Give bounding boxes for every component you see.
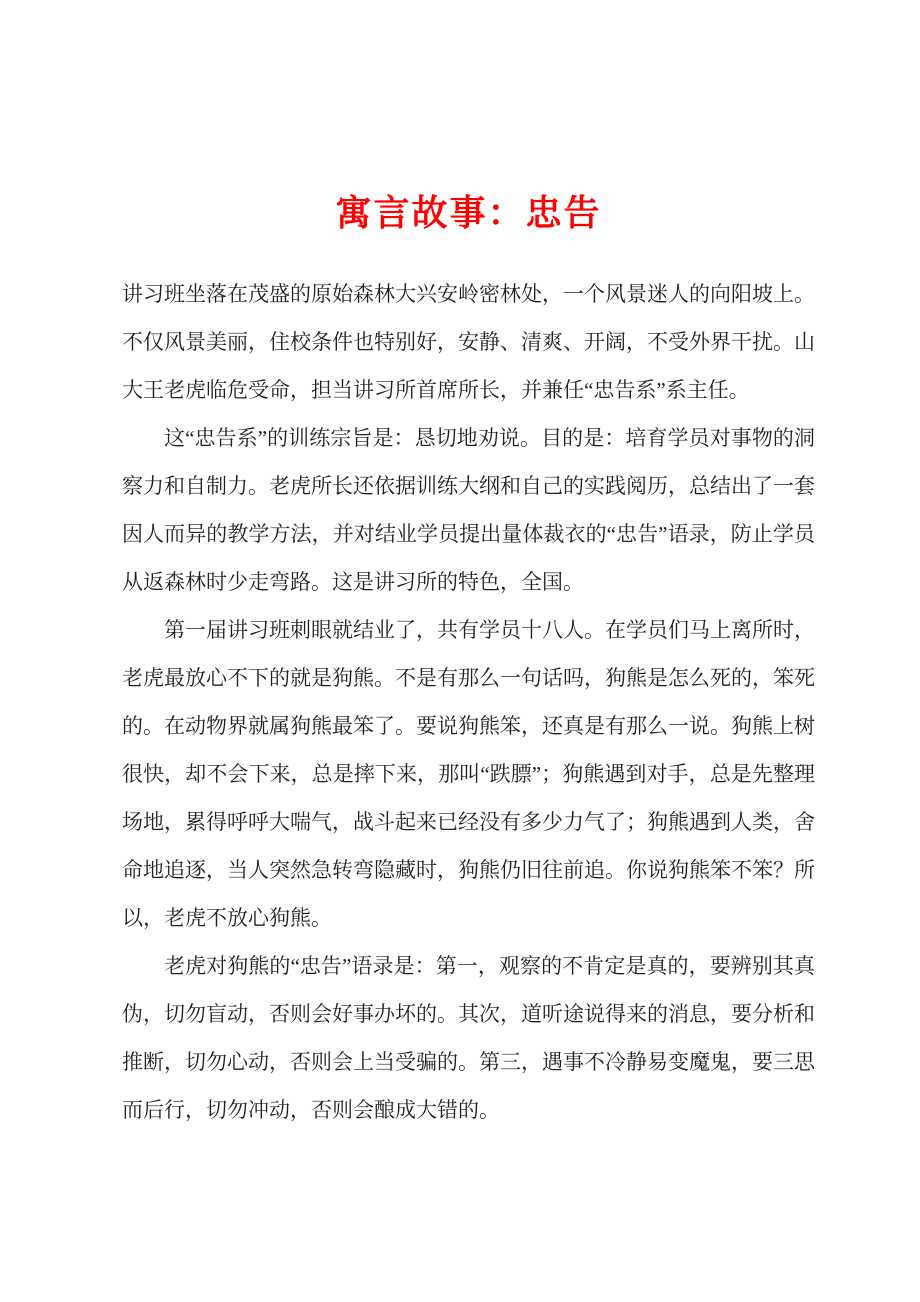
- paragraph-3: 第一届讲习班刺眼就结业了，共有学员十八人。在学员们马上离所时，老虎最放心不下的就是狗熊。不是有那么一句话吗，狗熊是怎么死的，笨死的。在动物界就属狗熊最笨了。要说狗熊笨，还真是有那么一说。狗熊上树很快，却不会下来，总是摔下来，那叫“跌膘”；狗熊遇到对手，总是先整理场地，累得呼呼大喘气，战斗起来已经没有多少力气了；狗熊遇到人类，舍命地追逐，当人突然急转弯隐藏时，狗熊仍旧往前追。你说狗熊笨不笨？所以，老虎不放心狗熊。: [122, 618, 815, 930]
- document-body: [122, 270, 815, 1134]
- paragraph-2: 这“忠告系”的训练宗旨是：恳切地劝说。目的是：培育学员对事物的洞察力和自制力。老虎所长还依据训练大纲和自己的实践阅历，总结出了一套因人而异的教学方法，并对结业学员提出量体裁衣的“忠告”语录，防止学员从返森林时少走弯路。这是讲习所的特色，全国。: [122, 426, 815, 594]
- paragraph-1: 讲习班坐落在茂盛的原始森林大兴安岭密林处，一个风景迷人的向阳坡上。不仅风景美丽，住校条件也特别好，安静、清爽、开阔，不受外界干扰。山大王老虎临危受命，担当讲习所首席所长，并兼任“忠告系”系主任。: [122, 282, 815, 402]
- document-title: 寓言故事：忠告: [335, 193, 602, 233]
- paragraph-4: 老虎对狗熊的“忠告”语录是：第一，观察的不肯定是真的，要辨别其真伪，切勿盲动，否则会好事办坏的。其次，道听途说得来的消息，要分析和推断，切勿心动，否则会上当受骗的。第三，遇事不冷静易变魔鬼，要三思而后行，切勿冲动，否则会酿成大错的。: [122, 954, 815, 1122]
